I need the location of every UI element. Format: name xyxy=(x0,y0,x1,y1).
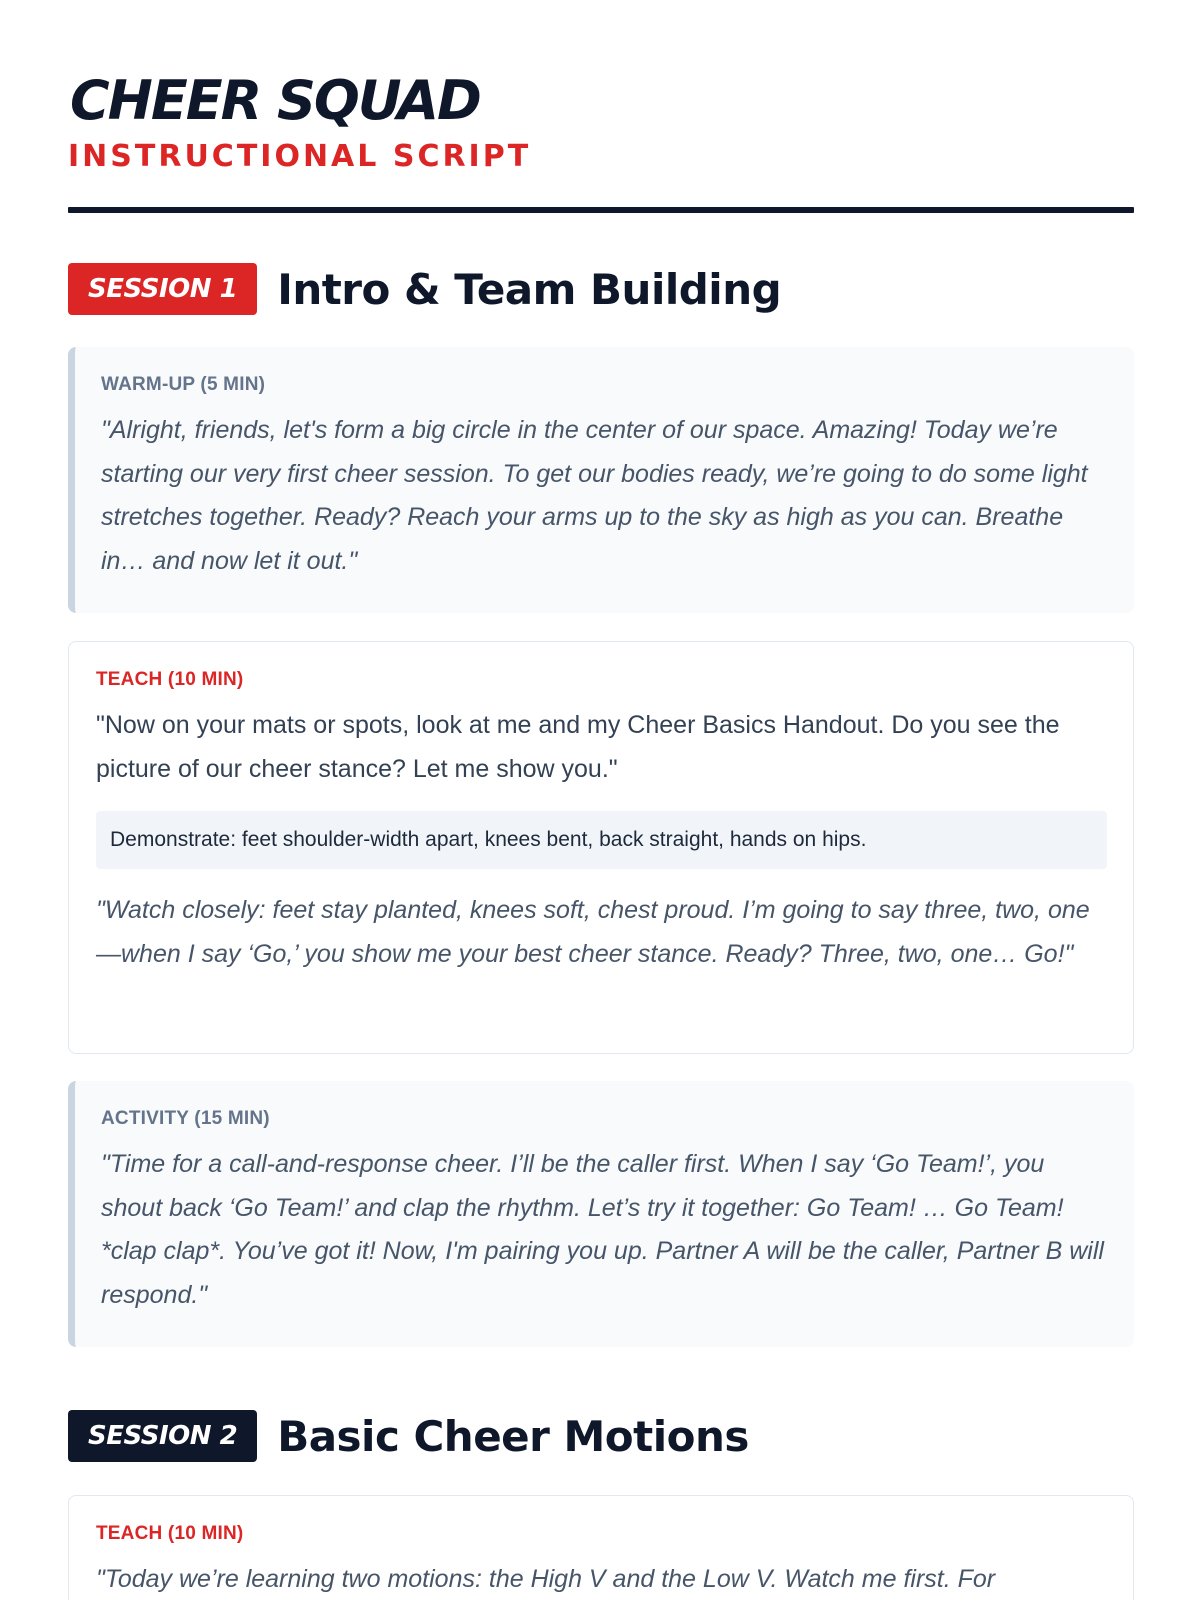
teach-label: TEACH (10 MIN) xyxy=(96,669,244,690)
teach-script: "Watch closely: feet stay planted, knees soft, chest proud. I’m going to say three, two, one—when I say ‘Go,’ you show me your best cheer stance. Ready? Three, two, one… Go!" xyxy=(96,896,1090,968)
session-2-teach-script: "Today we’re learning two motions: the High V and the Low V. Watch me first. For xyxy=(96,1565,996,1593)
session-1-badge: SESSION 1 xyxy=(68,263,257,315)
session-2-heading xyxy=(68,1409,749,1463)
brand-title: CHEER SQUAD xyxy=(70,69,480,132)
session-1-heading xyxy=(68,262,781,316)
teach-intro: "Now on your mats or spots, look at me and my Cheer Basics Handout. Do you see the picture of our cheer stance? Let me show you." xyxy=(96,711,1060,783)
activity-script: "Time for a call-and-response cheer. I’ll be the caller first. When I say ‘Go Team!’, you shout back ‘Go Team!’ and clap the rhythm. Let’s try it together: Go Team! … Go Team! *clap clap*. You’ve got it! Now, I'm pairing you up. Partner A will be the caller, Partner B will respond." xyxy=(101,1150,1104,1309)
warmup-script: "Alright, friends, let's form a big circle in the center of our space. Amazing! Today we’re starting our very first cheer session. To get our bodies ready, we’re going to do some light stretches together. Ready? Reach your arms up to the sky as high as you can. Breathe in… and now let it out." xyxy=(101,416,1088,575)
demonstrate-note: Demonstrate: feet shoulder-width apart, knees bent, back straight, hands on hips. xyxy=(96,811,1107,869)
warmup-block xyxy=(68,347,1134,613)
activity-label: ACTIVITY (15 MIN) xyxy=(101,1108,270,1129)
session-2-teach-label: TEACH (10 MIN) xyxy=(96,1523,244,1544)
session-2-teach-block xyxy=(68,1495,1134,1600)
session-2-title: Basic Cheer Motions xyxy=(277,1411,749,1461)
brand-subtitle: INSTRUCTIONAL SCRIPT xyxy=(68,139,532,174)
header-divider xyxy=(68,207,1134,213)
warmup-label: WARM-UP (5 MIN) xyxy=(101,374,266,395)
activity-block xyxy=(68,1081,1134,1347)
session-1-title: Intro & Team Building xyxy=(277,264,782,314)
session-2-badge: SESSION 2 xyxy=(68,1410,257,1462)
teach-block xyxy=(68,641,1134,1054)
